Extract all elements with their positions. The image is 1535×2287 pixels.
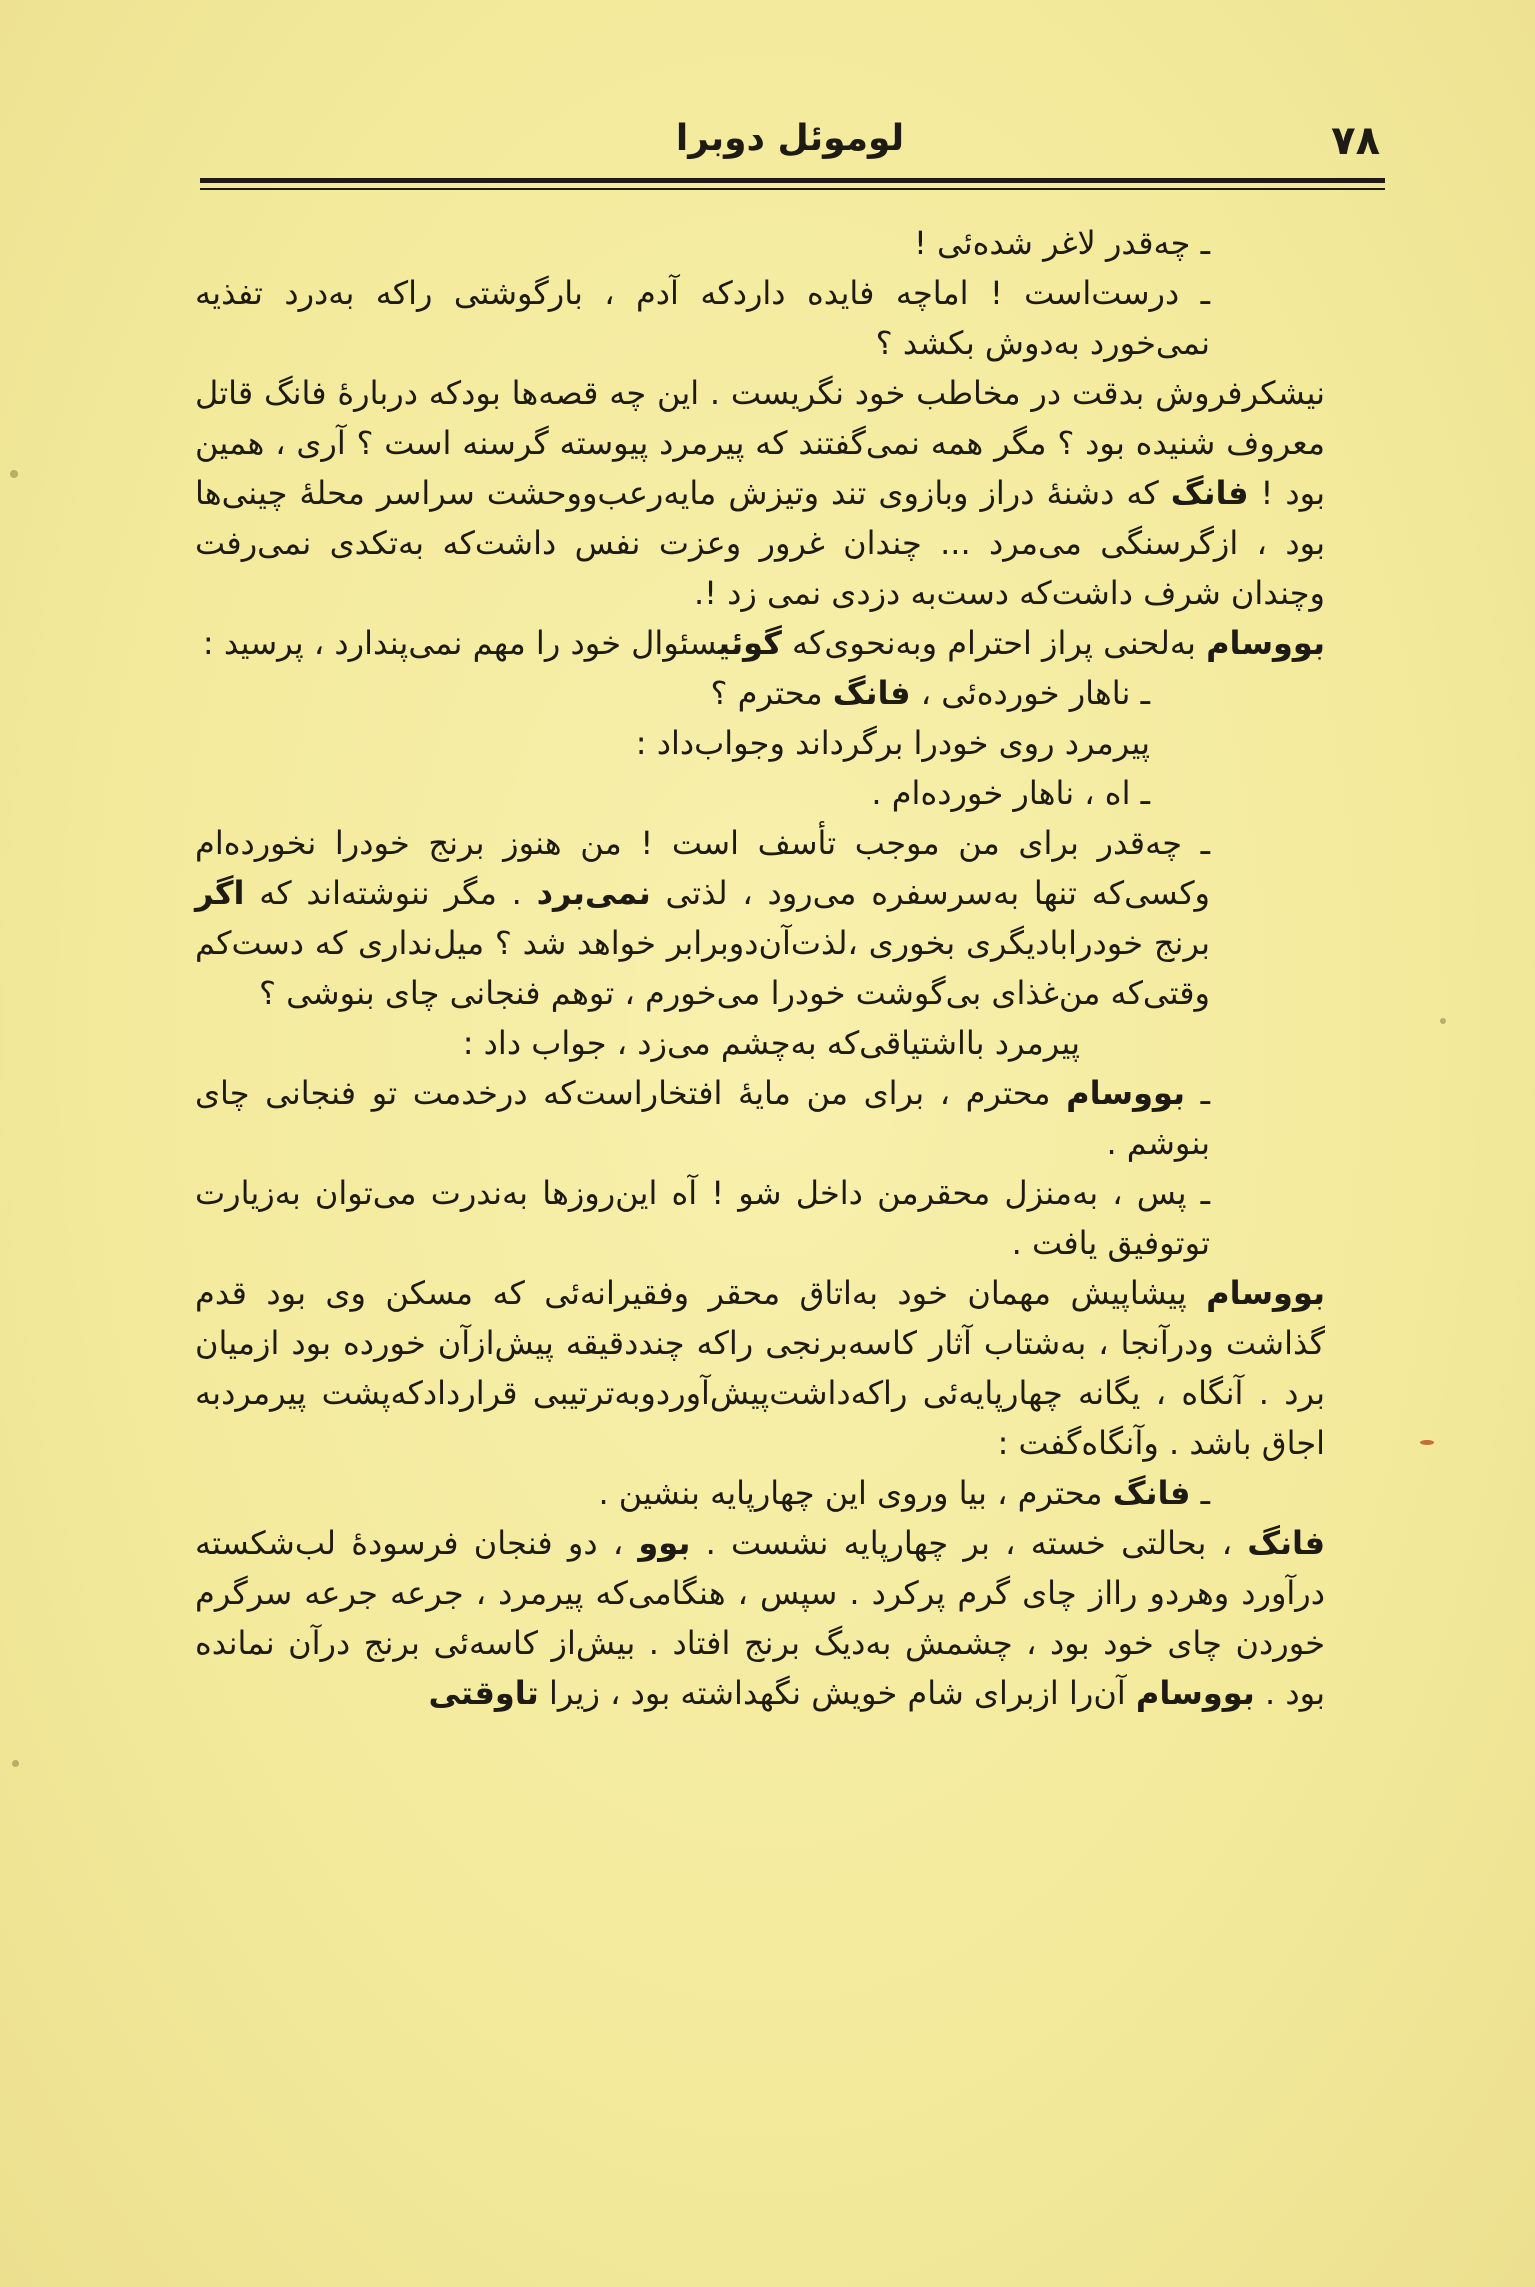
paragraph: [195, 1068, 1380, 1168]
paragraph: [195, 1268, 1380, 1468]
paragraph-text: ـ چه‌قدر برای من موجب تأسف است ! من هنوز برنج خودرا نخورده‌ام وکسی‌که تنها به‌سرسفره می‌رود ، لذتی: [195, 824, 1210, 912]
header-rule-thin: [200, 188, 1385, 190]
paper-speck: [12, 1760, 19, 1767]
character-name: بووسام: [1206, 624, 1325, 662]
header-rule-thick: [200, 178, 1385, 183]
paragraph: [195, 668, 1380, 718]
running-title: لوموئل دوبرا: [675, 118, 905, 159]
paragraph: پیرمرد روی خودرا برگرداند وجواب‌داد :: [635, 724, 1150, 762]
paragraph: [195, 818, 1380, 1018]
paragraph-text: که دشنهٔ دراز وبازوی تند وتیزش مایه‌رعب‌ووحشت سراسر محلهٔ چینی‌ها بود ، ازگرسنگی می‌مرد ... چندان غرور وعزت نفس داشت‌که به‌تکدی نمی‌رفت وچندان شرف داشت‌که دست‌به دزدی نمی زد !.: [195, 474, 1325, 612]
paragraph-text: پیشاپیش مهمان خود به‌اتاق محقر وفقیرانه‌ئی که مسکن وی بود قدم گذاشت ودرآنجا ، به‌شتاب آثار کاسه‌برنجی راکه چنددقیقه پیش‌ازآن خورده بود ازمیان برد . آنگاه ، یگانه چهارپایه‌ئی راکه‌داشت‌پیش‌آوردوبه‌ترتیبی قراردادکه‌پشت پیرمردبه اجاق باشد . وآنگاه‌گفت :: [195, 1274, 1325, 1462]
paragraph-text: ـ: [1200, 1474, 1210, 1512]
paragraph: ـ چه‌قدر لاغر شده‌ئی !: [914, 224, 1210, 262]
paragraph: [195, 1518, 1380, 1718]
character-name: فانگ: [1170, 474, 1249, 512]
paragraph-text: نیشکرفروش بدقت در مخاطب خود نگریست . این چه قصه‌ها بودکه دربارهٔ فانگ قاتل معروف شنیده بود ؟ مگر همه نمی‌گفتند که پیرمرد پیوسته گرسنه است ؟ آری ، همین بود !: [195, 374, 1326, 512]
paragraph-text: ـ: [1200, 1074, 1211, 1112]
paragraph-text: ، دو فنجان فرسودهٔ لب‌شکسته درآورد وهردو رااز چای گرم پرکرد . سپس ، هنگامی‌که پیرمرد ، جرعه جرعه سرگرم خوردن چای خود بود ، چشمش به‌دیگ برنج افتاد . بیش‌از کاسه‌ئی برنج درآن نمانده بود .: [195, 1524, 1325, 1712]
character-name: بووسام: [1135, 1674, 1255, 1712]
paragraph-text: به‌لحنی پراز احترام وبه‌نحوی‌که: [791, 624, 1196, 662]
paragraph-text: محترم ؟: [710, 674, 823, 712]
bold-word: اگر: [195, 874, 245, 912]
character-name: بووسام: [1206, 1274, 1326, 1312]
bold-word: نمی‌برد: [536, 874, 651, 912]
character-name: فانگ: [1112, 1474, 1191, 1512]
paragraph: [195, 368, 1380, 618]
bold-word: گوئی: [718, 624, 782, 662]
paper-speck: [1440, 1018, 1446, 1024]
paragraph-text: آن‌را ازبرای شام خویش نگهداشته بود ، زیرا: [548, 1674, 1126, 1712]
paragraph: ـ درست‌است ! اماچه فایده داردکه آدم ، بارگوشتی راکه به‌درد تفذیه نمی‌خورد به‌دوش بکشد ؟: [195, 274, 1210, 362]
page-number: ۷۸: [1331, 118, 1380, 164]
character-name: فانگ: [832, 674, 911, 712]
paragraph-text: سئوال خود را مهم نمی‌پندارد ، پرسید :: [202, 624, 719, 662]
paragraph: ـ پس ، به‌منزل محقرمن داخل شو ! آه این‌روزها به‌ندرت می‌توان به‌زیارت توتوفیق یافت .: [195, 1174, 1210, 1262]
paragraph-text: ـ ناهار خورده‌ئی ،: [920, 674, 1150, 712]
paragraph-text: محترم ، برای من مایهٔ افتخاراست‌که درخدمت تو فنجانی چای بنوشم .: [195, 1074, 1210, 1162]
page-header: [200, 118, 1380, 178]
bold-word: تاوقتی: [428, 1674, 539, 1712]
character-name: بوو: [638, 1524, 691, 1562]
paragraph: [195, 1468, 1380, 1518]
paragraph-text: ، بحالتی خسته ، بر چهارپایه نشست .: [705, 1524, 1233, 1562]
paragraph-text: . مگر ننوشته‌اند که: [259, 874, 522, 912]
body-text: [195, 218, 1380, 1718]
paragraph: ـ اه ، ناهار خورده‌ام .: [871, 774, 1150, 812]
paper-speck: [1420, 1440, 1434, 1445]
character-name: فانگ: [1247, 1524, 1326, 1562]
paragraph-text: محترم ، بیا وروی این چهارپایه بنشین .: [598, 1474, 1103, 1512]
paragraph: [195, 618, 1380, 668]
paper-speck: [10, 470, 18, 478]
paragraph: پیرمرد بااشتیاقی‌که به‌چشم می‌زد ، جواب داد :: [462, 1024, 1080, 1062]
paragraph-text: برنج خودرابادیگری بخوری ،لذت‌آن‌دوبرابر خواهد شد ؟ میل‌نداری که دست‌کم وقتی‌که من‌غذای بی‌گوشت خودرا می‌خورم ، توهم فنجانی چای بنوشی ؟: [195, 924, 1210, 1012]
character-name: بووسام: [1066, 1074, 1186, 1112]
